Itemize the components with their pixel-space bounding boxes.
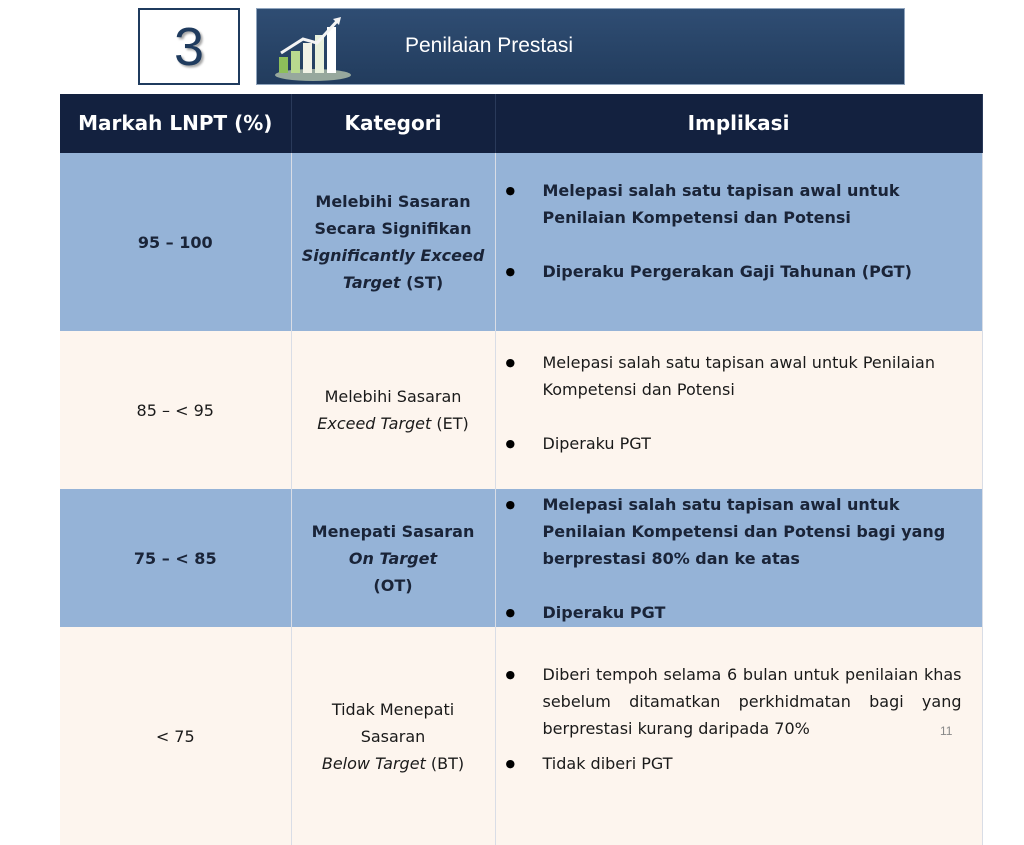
table-row [60,627,982,845]
implication-cell [495,153,982,331]
mark-cell: < 75 [60,627,291,845]
category-code: (OT) [373,575,413,595]
category-line: Melebihi Sasaran [324,387,462,406]
category-english: On Target [348,548,438,568]
implication-cell [495,627,982,845]
header-markah: Markah LNPT (%) [60,94,291,153]
category-line: Menepati Sasaran [311,521,475,541]
mark-cell: 85 – < 95 [60,331,291,489]
category-code: (ET) [436,414,469,433]
implication-item: ● Melepasi salah satu tapisan awal untuk Penilaian Kompetensi dan Potensi [504,349,962,403]
implication-item: ● Melepasi salah satu tapisan awal untuk Penilaian Kompetensi dan Potensi bagi yang berprestasi 80% dan ke atas [504,491,962,572]
mark-cell: 75 – < 85 [60,489,291,627]
slide-title: Penilaian Prestasi [405,34,574,57]
table-row [60,331,982,489]
category-line: Tidak Menepati [331,699,455,719]
implication-item: ● Melepasi salah satu tapisan awal untuk Penilaian Kompetensi dan Potensi [504,177,962,231]
section-number-box [138,8,240,85]
implication-item: ● Tidak diberi PGT [504,750,962,777]
page-number: 11 [940,724,953,738]
category-code: (ST) [406,273,444,292]
category-line: Sasaran [360,726,426,746]
header-implikasi: Implikasi [495,94,982,153]
table-row [60,153,982,331]
category-english: Below Target [321,753,426,773]
implication-item: ● Diperaku PGT [504,599,962,626]
title-banner [256,8,905,85]
implication-cell [495,489,982,627]
section-number: 3 [173,16,205,77]
implication-item: ● Diperaku Pergerakan Gaji Tahunan (PGT) [504,258,962,285]
category-english: Significantly Exceed Target [301,246,485,292]
category-code: (BT) [430,753,465,773]
category-english: Exceed Target [317,414,432,433]
performance-table [60,94,983,845]
category-cell [291,489,495,627]
implication-cell [495,331,982,489]
category-line: Secara Signifikan [314,219,472,238]
header-kategori: Kategori [291,94,495,153]
table-header-row [60,94,982,153]
mark-cell: 95 – 100 [60,153,291,331]
growth-chart-icon [273,13,355,83]
category-cell [291,331,495,489]
table-row [60,489,982,627]
implication-item: ● Diberi tempoh selama 6 bulan untuk penilaian khas sebelum ditamatkan perkhidmatan bagi yang berprestasi kurang daripada 70% [504,661,962,742]
category-line: Melebihi Sasaran [315,192,471,211]
category-cell [291,627,495,845]
category-cell [291,153,495,331]
implication-item: ● Diperaku PGT [504,430,962,457]
